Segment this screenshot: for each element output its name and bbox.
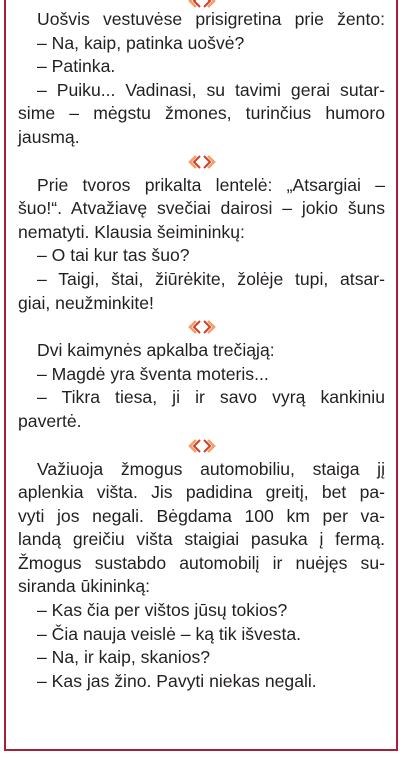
joke-line: – Magdė yra šventa moteris... bbox=[37, 363, 269, 384]
joke-line: jausmą. bbox=[18, 126, 80, 147]
double-chevron-ornament-icon bbox=[187, 438, 217, 454]
double-chevron-ornament-icon bbox=[187, 319, 217, 335]
joke-line: – Čia nauja veislė – ką tik išvesta. bbox=[37, 623, 302, 644]
double-chevron-ornament-icon bbox=[187, 154, 217, 170]
joke-line: sime – mėgstu žmones, turinčius humoro bbox=[18, 103, 385, 124]
separator-ornament-top bbox=[18, 0, 385, 8]
joke-line: aplenkia vištа. Jis padidina greitį, bet pa- bbox=[18, 482, 385, 503]
separator-ornament bbox=[18, 434, 385, 458]
joke-line: Dvi kaimynės apkalba trečiąją: bbox=[37, 340, 275, 361]
joke-line: landą greičiu vištа staigiai pasuka į fermą. bbox=[18, 529, 385, 550]
joke-line: – Puiku... Vadinasi, su tavimi gerai sutar- bbox=[37, 79, 385, 100]
joke-line: – Taigi, štai, žiūrėkite, žolėje tupi, atsar- bbox=[37, 268, 385, 289]
joke-line: – Na, kaip, patinka uošvė? bbox=[37, 32, 245, 53]
joke-line: Prie tvoros prikalta lentelė: „Atsargiai – bbox=[37, 174, 385, 195]
joke-line: siranda ūkininką: bbox=[18, 576, 151, 597]
separator-ornament bbox=[18, 315, 385, 339]
joke-line: – Kas čia per vištos jūsų tokios? bbox=[37, 600, 288, 621]
joke-2 bbox=[18, 174, 385, 316]
joke-line: vyti jos negali. Bėgdama 100 km per va- bbox=[18, 505, 385, 526]
joke-line: – Na, ir kaip, skanios? bbox=[37, 647, 211, 668]
joke-line: – O tai kur tas šuo? bbox=[37, 245, 190, 266]
separator-ornament bbox=[18, 150, 385, 174]
joke-line: Uošvis vestuvėse prisigretina prie žento: bbox=[37, 9, 385, 29]
joke-line: – Tikra tiesa, ji ir savo vyrą kankiniu bbox=[37, 387, 385, 408]
joke-4 bbox=[18, 458, 385, 694]
joke-line: šuo!“. Atvažiavę svečiai dairosi – jokio šuns bbox=[18, 198, 385, 219]
joke-line: nematyti. Klausia šeimininkų: bbox=[18, 221, 245, 242]
joke-line: giai, neužminkite! bbox=[18, 292, 154, 313]
jokes-column bbox=[18, 0, 385, 693]
joke-1 bbox=[18, 8, 385, 150]
joke-line: Važiuoja žmogus automobiliu, staiga jį bbox=[37, 458, 385, 479]
joke-line: – Patinka. bbox=[37, 56, 116, 77]
joke-line: pavertė. bbox=[18, 410, 82, 431]
double-chevron-ornament-icon bbox=[187, 0, 217, 8]
joke-line: – Kas jas žino. Pavyti niekas negali. bbox=[37, 670, 317, 691]
joke-line: Žmogus sustabdo automobilį ir nuėjęs su- bbox=[18, 552, 385, 573]
joke-3 bbox=[18, 339, 385, 433]
